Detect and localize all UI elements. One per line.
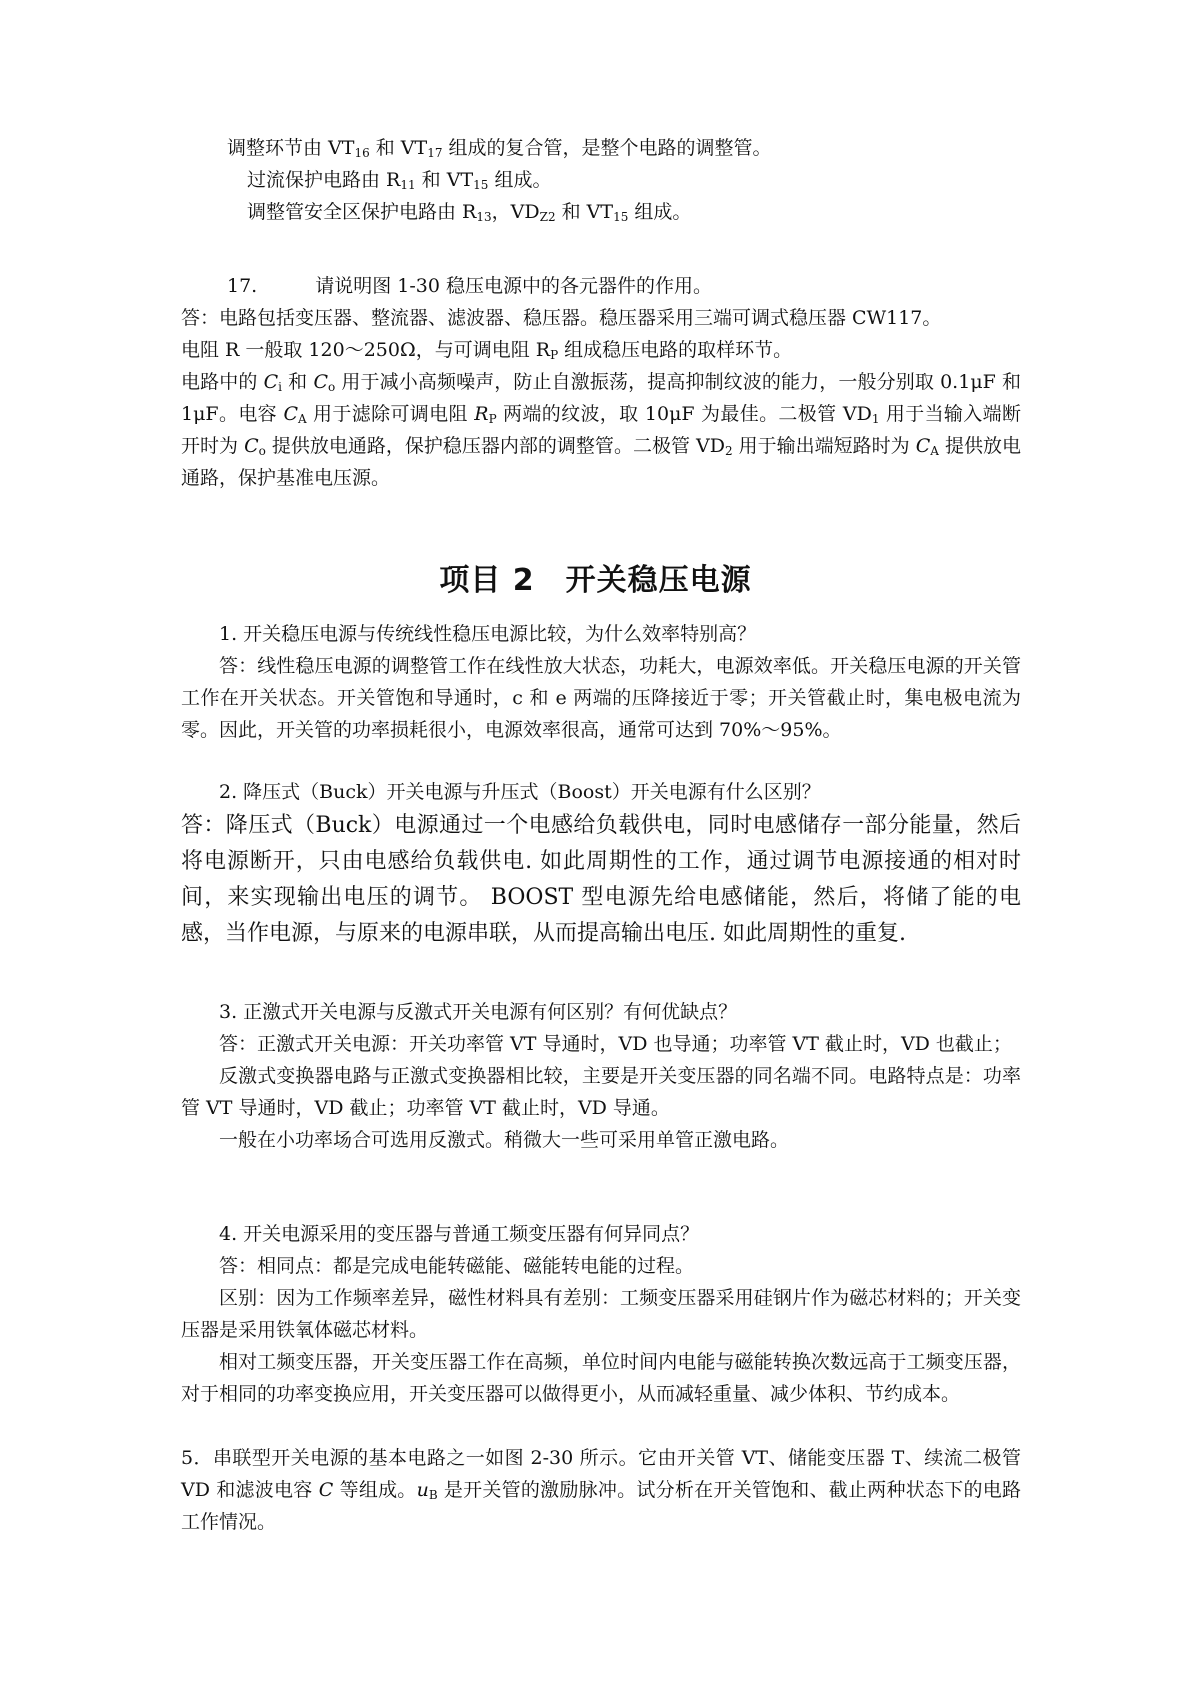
subscript: 15 [613,210,629,224]
subscript: A [930,444,939,458]
question-4 [181,1218,1021,1410]
question-text: 请说明图 1-30 稳压电源中的各元器件的作用。 [315,275,712,297]
subscript: P [488,412,497,426]
subscript: 17 [427,146,443,160]
subscript: A [297,412,307,426]
text-run: 和 VT [415,169,474,191]
italic-symbol: C [244,435,259,457]
text-run: 组成的复合管，是整个电路的调整管。 [442,137,772,159]
soa-protection-line [181,196,1021,228]
section-title: 项目 2 开关稳压电源 [439,563,752,598]
text-run: 组成稳压电路的取样环节。 [558,339,793,361]
answer-paragraph: 答：降压式（Buck）电源通过一个电感给负载供电，同时电感储存一部分能量，然后将电源断开，只由电感给负载供电. 如此周期性的工作，通过调节电源接通的相对时间，来实现输出电压的调节。 BOOST 型电源先给电感储能，然后，将储了能的电感，当作电源，与原来的电源串联，从而提高输出电压. 如此周期性的重复. [181,813,1021,946]
text-run: 提供放电通路，保护稳压器内部的调整管。二极管 VD [265,435,725,457]
subscript: 15 [473,178,489,192]
italic-symbol: C [313,371,328,393]
question-text: 3. 正激式开关电源与反激式开关电源有何区别？有何优缺点？ [219,1001,738,1023]
italic-symbol: C [283,403,298,425]
subscript: 2 [724,444,733,458]
text-run: 用于减小高频噪声，防止自激振荡，提高抑制纹波的能力，一般分别取 0.1μF 和 1μF。电容 [181,371,1021,425]
answer-paragraph: 相对工频变压器，开关变压器工作在高频，单位时间内电能与磁能转换次数远高于工频变压器，对于相同的功率变换应用，开关变压器可以做得更小，从而减轻重量、减少体积、节约成本。 [181,1351,1021,1405]
subscript: 1 [871,412,880,426]
text-run: 电阻 R 一般取 120～250Ω，与可调电阻 R [181,339,551,361]
question-text: 2. 降压式（Buck）开关电源与升压式（Boost）开关电源有什么区别？ [219,781,821,803]
answer-paragraph: 反激式变换器电路与正激式变换器相比较，主要是开关变压器的同名端不同。电路特点是：功率管 VT 导通时，VD 截止；功率管 VT 截止时，VD 导通。 [181,1065,1021,1119]
subscript: Z2 [539,210,556,224]
answer-paragraph: 答：线性稳压电源的调整管工作在线性放大状态，功耗大，电源效率低。开关稳压电源的开关管工作在开关状态。开关管饱和导通时，c 和 e 两端的压降接近于零；开关管截止时，集电极电流为零。因此，开关管的功率损耗很小，电源效率很高，通常可达到 70%～95%。 [181,655,1021,741]
regulator-line [181,132,1021,164]
subscript: o [258,444,266,458]
question-text: 4. 开关电源采用的变压器与普通工频变压器有何异同点？ [219,1223,700,1245]
text-run: 等组成。 [333,1479,417,1501]
text-run: 是开关管的激励脉冲。试分析在开关管饱和、截止两种状态下的电路工作情况。 [181,1479,1021,1533]
answer-paragraph [181,366,1021,494]
subscript: B [428,1488,438,1502]
question-17-text [181,270,1021,302]
answer-line: 答：电路包括变压器、整流器、滤波器、稳压器。稳压器采用三端可调式稳压器 CW117。 [181,307,942,329]
question-3 [181,996,1021,1156]
question-5 [181,1442,1021,1538]
top-section [181,132,1021,228]
text-run: 电路中的 [181,371,264,393]
answer-paragraph: 答：相同点：都是完成电能转磁能、磁能转电能的过程。 [219,1255,695,1277]
answer-line [181,334,1021,366]
subscript: i [278,380,283,394]
subscript: 16 [354,146,370,160]
text-run: 和 [282,371,314,393]
text-run: 用于输出端短路时为 [732,435,916,457]
question-number: 17. [227,275,258,297]
subscript: 11 [400,178,416,192]
question-text [181,1442,1021,1538]
answer-paragraph: 区别：因为工作频率差异，磁性材料具有差别：工频变压器采用硅钢片作为磁芯材料的；开关变压器是采用铁氧体磁芯材料。 [181,1287,1021,1341]
question-17 [181,270,1021,494]
text-run: 组成。 [628,201,692,223]
subscript: 13 [476,210,492,224]
italic-symbol: u [416,1479,429,1501]
text-run: 提供放电通路，保护基准电压源。 [181,435,1021,489]
italic-symbol: C [318,1479,334,1501]
question-2 [181,776,1021,952]
italic-symbol: C [915,435,931,457]
text-run: 5．串联型开关电源的基本电路之一如图 2-30 所示。它由开关管 VT、储能变压器 T、续流二极管 VD 和滤波电容 [181,1447,1021,1501]
overcurrent-line [181,164,1021,196]
text-run: 调整环节由 VT [227,137,355,159]
italic-symbol: C [263,371,279,393]
text-run: 调整管安全区保护电路由 R [247,201,477,223]
answer-paragraph: 答：正激式开关电源：开关功率管 VT 导通时，VD 也导通；功率管 VT 截止时，VD 也截止； [219,1033,1012,1055]
question-1 [181,618,1021,746]
italic-symbol: R [474,403,489,425]
subscript: o [328,380,336,394]
answer-paragraph: 一般在小功率场合可选用反激式。稍微大一些可采用单管正激电路。 [219,1129,790,1151]
text-run: 用于当输入端断开时为 [181,403,1021,457]
text-run: 两端的纹波，取 10μF 为最佳。二极管 VD [496,403,872,425]
text-run: 和 VT [555,201,614,223]
text-run: 用于滤除可调电阻 [306,403,475,425]
text-run: 和 VT [369,137,428,159]
subscript: P [550,348,559,362]
text-run: ，VD [491,201,540,223]
question-text: 1. 开关稳压电源与传统线性稳压电源比较，为什么效率特别高？ [219,623,757,645]
text-run: 组成。 [488,169,552,191]
text-run: 过流保护电路由 R [247,169,401,191]
